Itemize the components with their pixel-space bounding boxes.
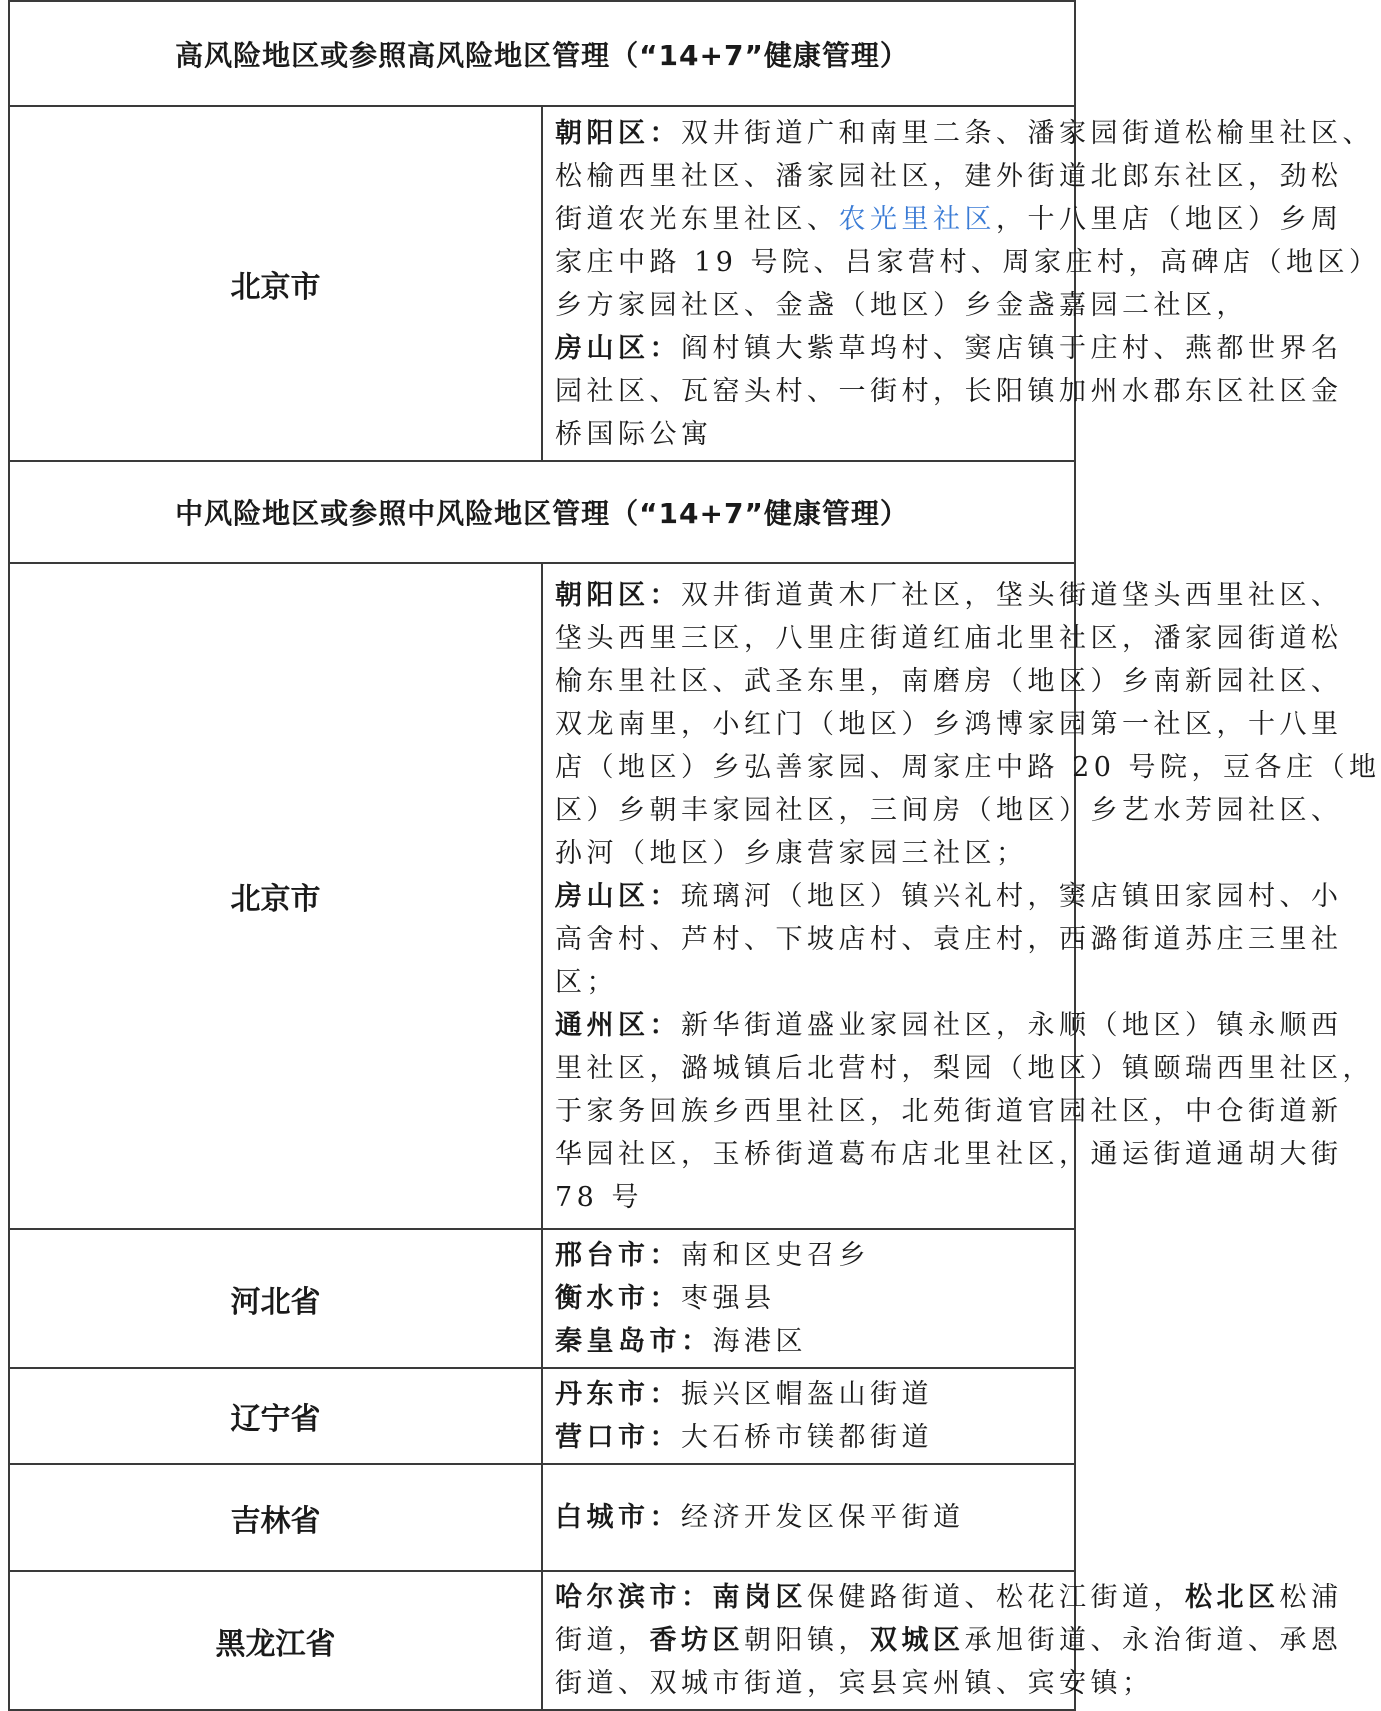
text-line	[555, 1373, 1066, 1416]
district-label: 秦皇岛市：	[555, 1326, 713, 1357]
province-cell: 辽宁省	[9, 1368, 542, 1464]
province-cell: 黑龙江省	[9, 1571, 542, 1710]
text-line	[555, 1277, 1066, 1320]
table-row	[9, 1229, 1075, 1368]
area-text: 乡方家园社区、金盏（地区）乡金盏嘉园二社区，	[555, 289, 1248, 321]
text-line	[555, 703, 1343, 746]
area-text: 双井街道广和南里二条、潘家园街道松榆里社区、	[681, 117, 1374, 149]
area-text: 双龙南里，小红门（地区）乡鸿博家园第一社区，十八里	[555, 708, 1343, 740]
province-cell: 吉林省	[9, 1464, 542, 1571]
area-text: 朝阳镇，	[744, 1625, 870, 1656]
area-text: 承旭街道、永治街道、承恩	[964, 1625, 1343, 1656]
section-header-row	[9, 461, 1075, 563]
text-line	[555, 1619, 1343, 1662]
area-text: 区；	[555, 966, 618, 998]
district-label: 朝阳区：	[555, 579, 681, 611]
text-line	[555, 875, 1343, 918]
areas-cell	[542, 1368, 1075, 1464]
area-text: 南和区史召乡	[681, 1240, 870, 1271]
area-text: 松浦	[1279, 1582, 1343, 1613]
text-line	[555, 1576, 1343, 1619]
text-line	[555, 112, 1374, 155]
area-text: 枣强县	[681, 1283, 776, 1314]
area-text: 78 号	[555, 1181, 643, 1213]
text-line	[555, 1416, 1066, 1459]
area-text: 振兴区帽盔山街道	[681, 1379, 933, 1410]
text-line	[555, 1133, 1343, 1176]
text-line	[555, 1090, 1343, 1133]
area-text: 阎村镇大紫草坞村、窦店镇于庄村、燕都世界名	[681, 332, 1343, 364]
district-label: 通州区：	[555, 1009, 681, 1041]
area-text: 街道农光东里社区、	[555, 203, 839, 235]
areas-cell	[542, 1229, 1075, 1368]
district-label: 房山区：	[555, 332, 681, 364]
text-line	[555, 198, 1343, 241]
district-label: 朝阳区：	[555, 117, 681, 149]
areas-cell	[542, 106, 1381, 461]
area-text: 松榆西里社区、潘家园社区，建外街道北郎东社区，劲松	[555, 160, 1343, 192]
text-line	[555, 370, 1343, 413]
area-text: 高舍村、芦村、下坡店村、袁庄村，西潞街道苏庄三里社	[555, 923, 1343, 955]
area-text: 街道，	[555, 1625, 650, 1656]
text-line	[555, 789, 1343, 832]
area-text: 保健路街道、松花江街道，	[807, 1582, 1185, 1613]
text-line	[555, 746, 1381, 789]
district-label: 衡水市：	[555, 1283, 681, 1314]
text-line	[555, 617, 1343, 660]
table-row	[9, 1464, 1075, 1571]
district-label: 丹东市：	[555, 1379, 681, 1410]
district-label: 邢台市：	[555, 1240, 681, 1271]
table-row	[9, 1571, 1075, 1710]
area-text: 垡头西里三区，八里庄街道红庙北里社区，潘家园街道松	[555, 622, 1343, 654]
district-label: 房山区：	[555, 880, 681, 912]
section-header: 中风险地区或参照中风险地区管理（“14+7”健康管理）	[9, 461, 1075, 563]
district-label: 双城区	[870, 1625, 965, 1656]
text-line	[555, 574, 1343, 617]
area-text: 区）乡朝丰家园社区，三间房（地区）乡艺水芳园社区、	[555, 794, 1343, 826]
text-line	[555, 918, 1343, 961]
area-text: 海港区	[712, 1326, 807, 1357]
text-line	[555, 327, 1343, 370]
text-line	[555, 1234, 1066, 1277]
table-row	[9, 1368, 1075, 1464]
area-text: 家庄中路 19 号院、吕家营村、周家庄村，高碑店（地区）	[555, 246, 1381, 278]
areas-cell	[542, 563, 1381, 1229]
areas-cell	[542, 1464, 1075, 1571]
area-text: 桥国际公寓	[555, 418, 713, 450]
district-label: 香坊区	[649, 1625, 744, 1656]
area-text: 华园社区，玉桥街道葛布店北里社区，通运街道通胡大街	[555, 1138, 1343, 1170]
area-text: 琉璃河（地区）镇兴礼村，窦店镇田家园村、小	[681, 880, 1343, 912]
areas-cell	[542, 1571, 1343, 1710]
text-line	[555, 284, 1248, 327]
text-line	[555, 1320, 1066, 1363]
area-text: 店（地区）乡弘善家园、周家庄中路 20 号院，豆各庄（地	[555, 751, 1381, 783]
district-label: 松北区	[1185, 1582, 1280, 1613]
text-line	[555, 832, 1066, 875]
text-line	[555, 1496, 1066, 1539]
area-text: 经济开发区保平街道	[681, 1502, 965, 1533]
text-line	[555, 1176, 1066, 1219]
area-text: 孙河（地区）乡康营家园三社区；	[555, 837, 1028, 869]
risk-area-table	[8, 0, 1381, 1711]
text-line	[555, 1004, 1343, 1047]
area-text: 大石桥市镁都街道	[681, 1422, 933, 1453]
section-header-row	[9, 1, 1075, 106]
text-line	[555, 241, 1381, 284]
area-text: 里社区，潞城镇后北营村，梨园（地区）镇颐瑞西里社区，	[555, 1052, 1374, 1084]
area-text: 街道、双城市街道，宾县宾州镇、宾安镇；	[555, 1668, 1154, 1699]
district-label: 南岗区	[712, 1582, 807, 1613]
area-text: 园社区、瓦窑头村、一街村，长阳镇加州水郡东区社区金	[555, 375, 1343, 407]
section-header: 高风险地区或参照高风险地区管理（“14+7”健康管理）	[9, 1, 1075, 106]
area-text: 双井街道黄木厂社区，垡头街道垡头西里社区、	[681, 579, 1343, 611]
area-text: 榆东里社区、武圣东里，南磨房（地区）乡南新园社区、	[555, 665, 1343, 697]
district-label: 营口市：	[555, 1422, 681, 1453]
province-cell: 河北省	[9, 1229, 542, 1368]
district-label: 哈尔滨市：	[555, 1582, 713, 1613]
text-line	[555, 155, 1343, 198]
table-row	[9, 563, 1075, 1229]
text-line	[555, 413, 1066, 456]
district-label: 白城市：	[555, 1502, 681, 1533]
text-line	[555, 1047, 1374, 1090]
area-text: 于家务回族乡西里社区，北苑街道官园社区，中仓街道新	[555, 1095, 1343, 1127]
area-text: 新华街道盛业家园社区，永顺（地区）镇永顺西	[681, 1009, 1343, 1041]
table-row	[9, 106, 1075, 461]
province-cell: 北京市	[9, 563, 542, 1229]
area-link[interactable]: 农光里社区	[838, 203, 996, 235]
province-cell: 北京市	[9, 106, 542, 461]
text-line	[555, 1662, 1154, 1705]
area-text: ，十八里店（地区）乡周	[996, 203, 1343, 235]
text-line	[555, 961, 1066, 1004]
text-line	[555, 660, 1343, 703]
